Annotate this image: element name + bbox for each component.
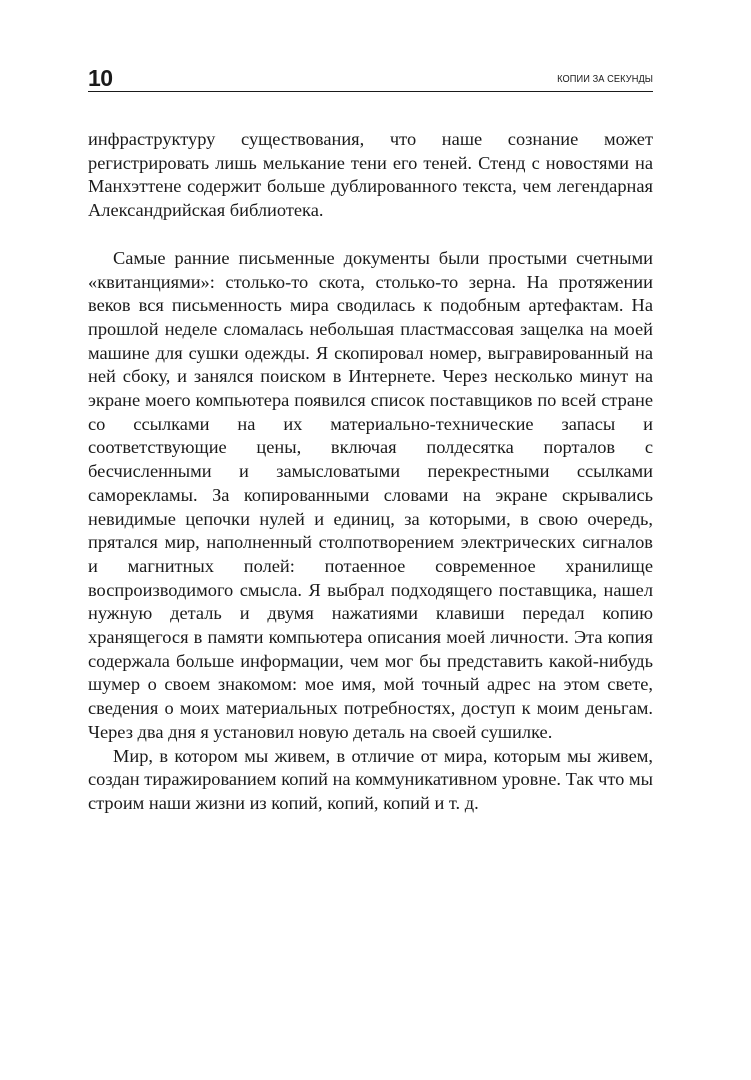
- paragraph: инфраструктуру существования, что наше сознание может регистрировать лишь мелькание тени его теней. Стенд с новостями на Манхэттене содержит больше дублированного текста, чем легендарная Александрийская библиотека.: [88, 129, 653, 221]
- paragraph: Самые ранние письменные документы были простыми счетными «квитанциями»: столько-то скота, столько-то зерна. На протяжении веков вся письменность мира сводилась к подобным артефактам. На прошлой неделе сломалась небольшая пластмассовая защелка на моей машине для сушки одежды. Я скопировал номер, выгравированный на ней сбоку, и занялся поиском в Интернете. Через несколько минут на экране моего компьютера появился список поставщиков по всей стране со ссылками на их материально-технические запасы и соответствующие цены, включая полдесятка порталов с бесчисленными и замысловатыми перекрестными ссылками саморекламы. За копированными словами на экране скрывались невидимые цепочки нулей и единиц, за которыми, в свою очередь, прятался мир, наполненный столпотворением электрических сигналов и магнитных полей: потаенное современное хранилище воспроизводимого смысла. Я выбрал подходящего поставщика, нашел нужную деталь и двумя нажатиями клавиши передал копию хранящегося в памяти компьютера описания моей личности. Эта копия содержала больше информации, чем мог бы представить какой-нибудь шумер о своем знакомом: мое имя, мой точный адрес на этом свете, сведения о моих материальных потребностях, доступ к моим деньгам. Через два дня я установил новую деталь на своей сушилке.: [88, 247, 653, 742]
- paragraph: Мир, в котором мы живем, в отличие от мира, которым мы живем, создан тиражированием копий на коммуникативном уровне. Так что мы строим наши жизни из копий, копий, копий и т. д.: [88, 745, 653, 813]
- body-text: [88, 128, 653, 816]
- page-number: 10: [88, 65, 113, 91]
- header-divider: [88, 91, 653, 92]
- running-title: КОПИИ ЗА СЕКУНДЫ: [557, 73, 653, 85]
- page-header: [88, 58, 653, 92]
